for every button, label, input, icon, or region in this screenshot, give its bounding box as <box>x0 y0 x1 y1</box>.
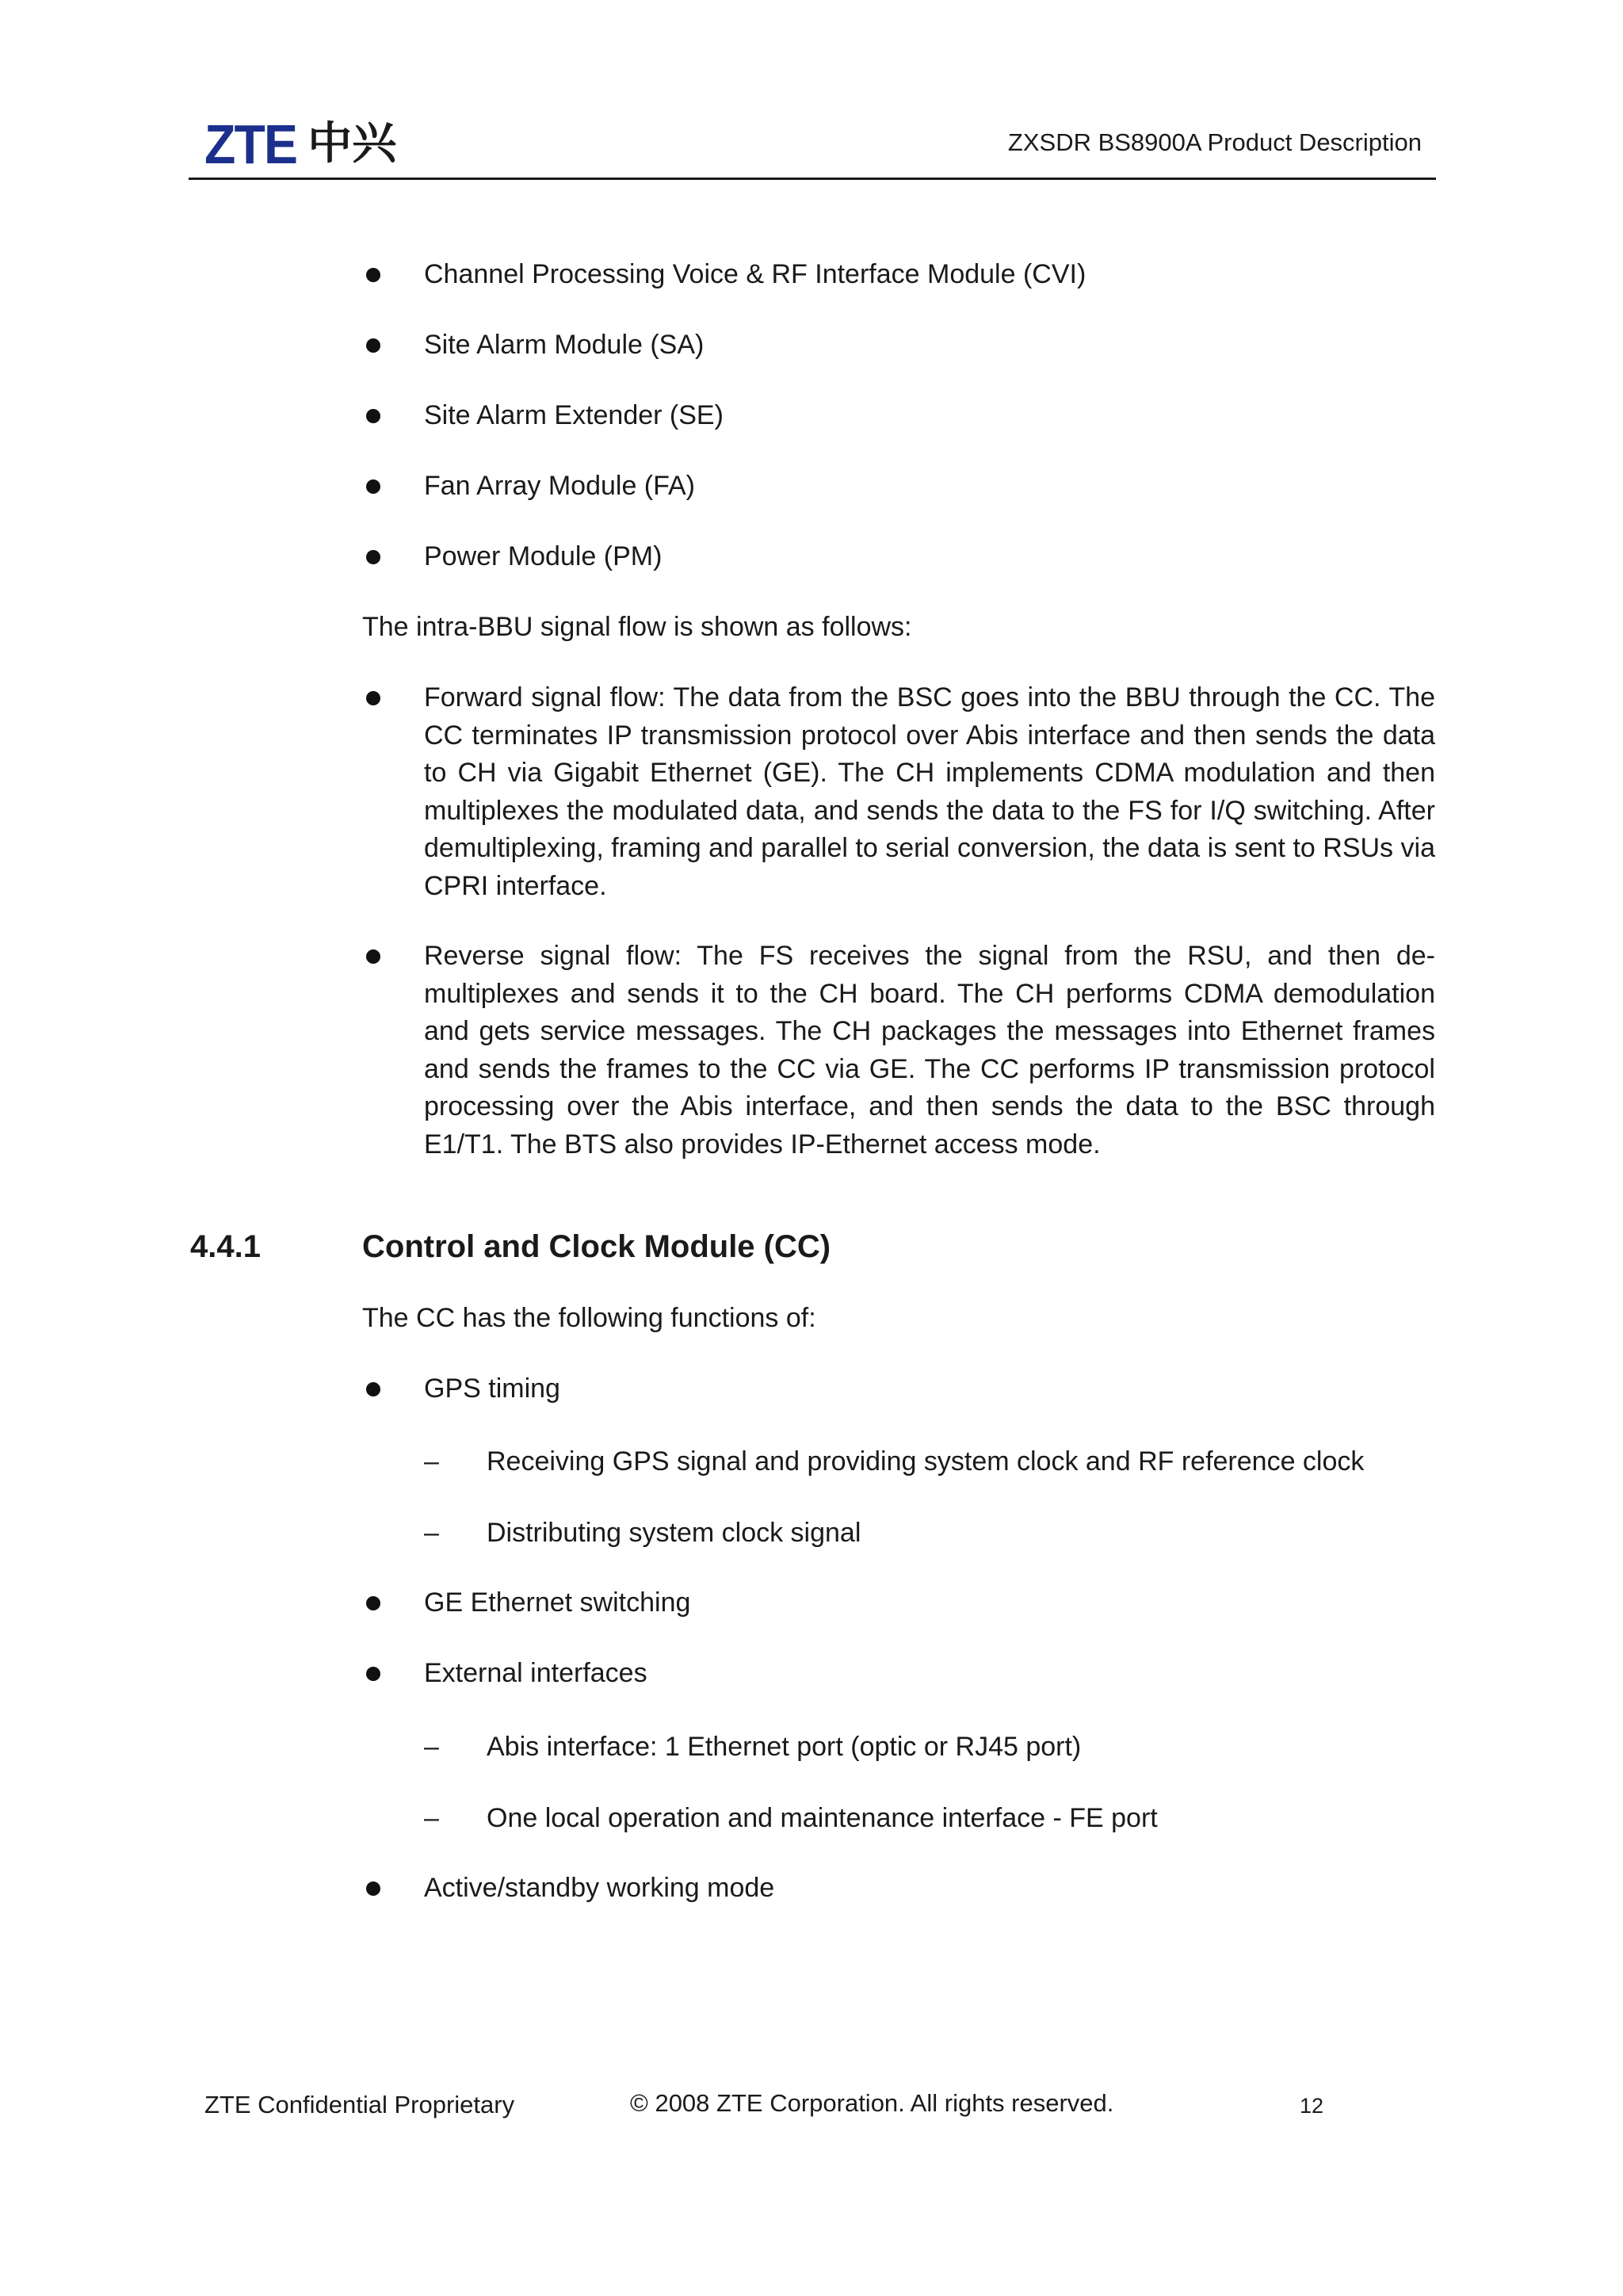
bullet-icon <box>366 550 380 564</box>
forward-signal-flow-paragraph: Forward signal flow: The data from the BSC goes into the BBU through the CC. The CC terminates IP transmission protocol over Abis interface and then sends the data to CH via Gigabit Ethernet (GE). The CH implements CDMA modulation and then multiplexes the modulated data, and sends the data to the FS for I/Q switching. After demultiplexing, framing and parallel to serial conversion, the data is sent to RSUs via CPRI interface. <box>424 682 1435 901</box>
sub-list-item: One local operation and maintenance interface - FE port <box>487 1803 1158 1833</box>
reverse-signal-flow-paragraph: Reverse signal flow: The FS receives the signal from the RSU, and then de-multiplexes and sends it to the CH board. The CH performs CDMA demodulation and gets service messages. The CH packages the messages into Ethernet frames and sends the frames to the CC via GE. The CC performs IP transmission protocol processing over the Abis interface, and then sends the data to the BSC through E1/T1. The BTS also provides IP-Ethernet access mode. <box>424 941 1435 1159</box>
header-divider <box>189 178 1436 180</box>
sub-list-item: Distributing system clock signal <box>487 1518 861 1548</box>
bullet-icon <box>366 409 380 423</box>
section-intro: The CC has the following functions of: <box>362 1303 816 1333</box>
footer-copyright: © 2008 ZTE Corporation. All rights reserved. <box>630 2089 1114 2117</box>
bullet-icon <box>366 1382 380 1396</box>
bullet-icon <box>366 268 380 282</box>
bullet-icon <box>366 338 380 353</box>
document-title: ZXSDR BS8900A Product Description <box>1007 128 1422 156</box>
dash-bullet: – <box>424 1732 439 1762</box>
bullet-icon <box>366 949 380 964</box>
bullet-icon <box>366 1667 380 1681</box>
bullet-icon <box>366 691 380 705</box>
list-item-gps-timing: GPS timing <box>424 1373 560 1404</box>
list-item-external-interfaces: External interfaces <box>424 1658 647 1688</box>
sub-list-item: Abis interface: 1 Ethernet port (optic or RJ45 port) <box>487 1732 1082 1762</box>
dash-bullet: – <box>424 1518 439 1548</box>
zte-logo <box>204 113 397 175</box>
list-item-ge-switching: GE Ethernet switching <box>424 1587 691 1618</box>
bullet-icon <box>366 479 380 494</box>
dash-bullet: – <box>424 1446 439 1477</box>
logo-latin-text: ZTE <box>204 113 297 175</box>
page-number: 12 <box>1300 2094 1324 2118</box>
signal-flow-intro: The intra-BBU signal flow is shown as follows: <box>362 612 912 642</box>
list-item: Site Alarm Extender (SE) <box>424 400 724 430</box>
sub-list-item: Receiving GPS signal and providing system clock and RF reference clock <box>487 1446 1365 1477</box>
list-item: Fan Array Module (FA) <box>424 471 696 501</box>
section-number: 4.4.1 <box>190 1229 261 1264</box>
bullet-icon <box>366 1596 380 1610</box>
list-item-active-standby: Active/standby working mode <box>424 1873 775 1903</box>
dash-bullet: – <box>424 1803 439 1833</box>
section-title: Control and Clock Module (CC) <box>362 1229 831 1264</box>
list-item: Channel Processing Voice & RF Interface Module (CVI) <box>424 259 1086 289</box>
list-item: Power Module (PM) <box>424 541 663 571</box>
bullet-icon <box>366 1881 380 1896</box>
logo-cjk-text: 中兴 <box>307 118 397 170</box>
footer-confidential: ZTE Confidential Proprietary <box>204 2091 515 2118</box>
list-item: Site Alarm Module (SA) <box>424 330 705 360</box>
